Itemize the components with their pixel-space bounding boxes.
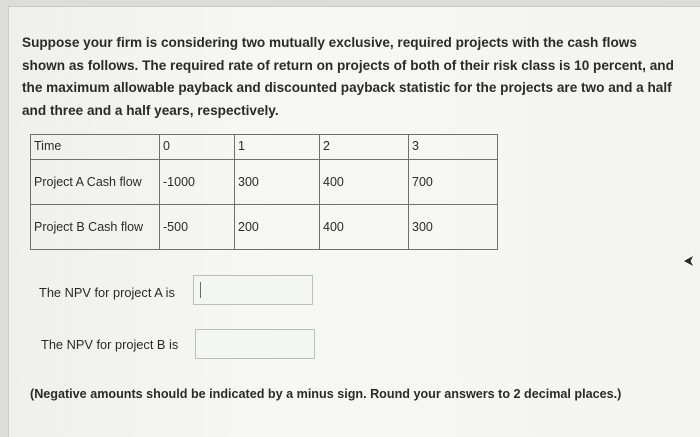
table-cell: 200	[235, 205, 320, 250]
table-row	[31, 135, 498, 160]
table-cell: 400	[320, 205, 409, 250]
rounding-note: (Negative amounts should be indicated by a minus sign. Round your answers to 2 decimal places.)	[30, 387, 622, 401]
table-cell: Project B Cash flow	[31, 205, 160, 250]
table-cell: Project A Cash flow	[31, 160, 160, 205]
table-row	[31, 160, 498, 205]
table-cell: 0	[160, 135, 235, 160]
text-cursor	[200, 282, 201, 298]
npv-a-label: The NPV for project A is	[39, 285, 175, 300]
table-cell: -1000	[160, 160, 235, 205]
cash-flow-table	[30, 134, 498, 250]
npv-b-label: The NPV for project B is	[41, 337, 179, 352]
table-cell: -500	[160, 205, 235, 250]
table-cell: 700	[409, 160, 498, 205]
table-cell: 3	[409, 135, 498, 160]
npv-a-input[interactable]	[193, 275, 313, 305]
question-text: Suppose your firm is considering two mutually exclusive, required projects with the cash flows shown as follows. The required rate of return on projects of both of their risk class is 10 percent, and the maximum allowable payback and discounted payback statistic for the projects are two and a half and three and a half years, respectively.	[22, 35, 674, 118]
table-cell: 2	[320, 135, 409, 160]
table-row	[31, 205, 498, 250]
arrow-pointer-icon	[682, 254, 696, 268]
npv-b-input[interactable]	[195, 329, 315, 359]
table-cell: 1	[235, 135, 320, 160]
table-cell: Time	[31, 135, 160, 160]
table-cell: 300	[409, 205, 498, 250]
table-cell: 300	[235, 160, 320, 205]
table-cell: 400	[320, 160, 409, 205]
